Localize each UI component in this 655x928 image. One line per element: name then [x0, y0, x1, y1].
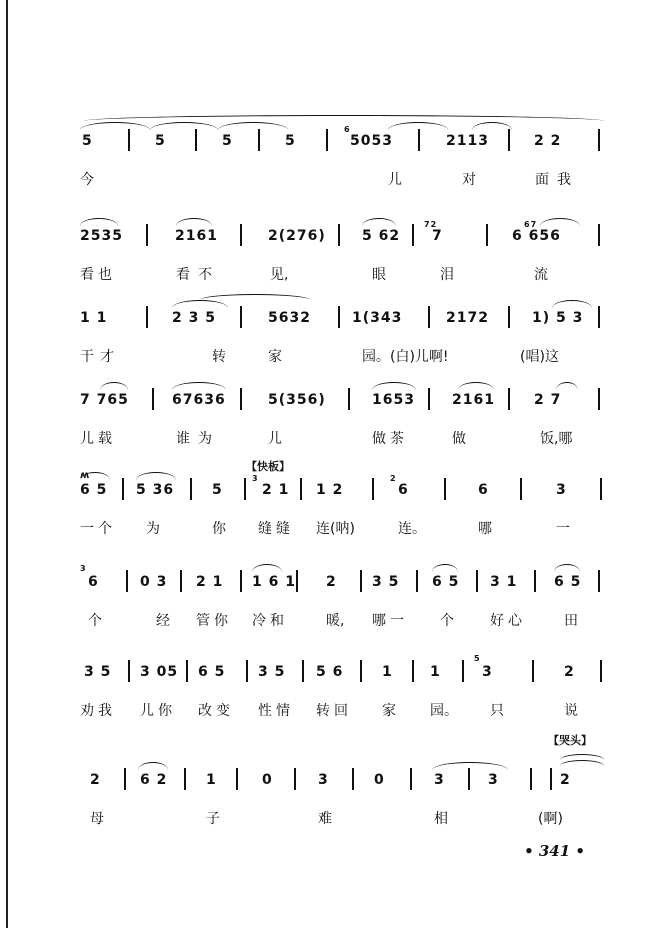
lyric: 为 [146, 521, 160, 537]
lyric: 家 [268, 349, 282, 365]
barline [180, 570, 182, 592]
note: 1 6 1 [252, 574, 296, 590]
note: 1 2 [316, 482, 344, 498]
note: 3 5 [258, 664, 286, 680]
lyric: 眼 [372, 267, 386, 283]
tempo-tag: 【快板】 [246, 460, 290, 473]
barline [128, 660, 130, 682]
note: 5632 [268, 310, 311, 326]
barline [326, 129, 328, 151]
barline [598, 570, 600, 592]
barline [338, 224, 340, 246]
lyric: 缝缝 [258, 521, 294, 537]
barline [372, 478, 374, 500]
barline [418, 129, 420, 151]
lyric: 劝我 [80, 703, 116, 719]
note: 6 2 [140, 772, 168, 788]
note: 3 5 [372, 574, 400, 590]
note: 3 [488, 772, 499, 788]
lyric: 儿 [388, 172, 402, 188]
barline [550, 768, 552, 790]
barline [302, 660, 304, 682]
barline [600, 478, 602, 500]
note: 3 [482, 664, 493, 680]
barline [462, 660, 464, 682]
lyric: 家 [382, 703, 396, 719]
lyric: 看不 [176, 267, 220, 283]
grace-note: 5 [474, 654, 481, 663]
note: 6 5 [554, 574, 582, 590]
grace-note: 67 [524, 220, 538, 229]
barline [428, 388, 430, 410]
note: 6 [398, 482, 409, 498]
barline [348, 388, 350, 410]
lyric: 子 [206, 811, 220, 827]
page-number: • 341 • [524, 842, 585, 860]
lyric: 改变 [198, 703, 234, 719]
lyric: 连。 [398, 521, 426, 537]
lyric: 流 [534, 267, 548, 283]
note: 2 1 [262, 482, 290, 498]
barline [146, 306, 148, 328]
barline [486, 224, 488, 246]
barline [412, 224, 414, 246]
note: 5 [285, 133, 296, 149]
barline [122, 478, 124, 500]
barline [508, 129, 510, 151]
lyric: 今 [80, 172, 94, 188]
lyric: 冷和 [252, 613, 288, 629]
barline [195, 129, 197, 151]
note: 2172 [446, 310, 489, 326]
lyric: 看也 [80, 267, 116, 283]
lyric: 好心 [490, 613, 526, 629]
note: 6 [478, 482, 489, 498]
barline [146, 224, 148, 246]
barline [360, 570, 362, 592]
barline [352, 768, 354, 790]
grace-note: 6 [344, 125, 351, 134]
note: 3 05 [140, 664, 179, 680]
barline [360, 660, 362, 682]
long-slur [84, 115, 604, 121]
lyric: 相 [434, 811, 448, 827]
barline [184, 768, 186, 790]
lyric: 谁为 [176, 431, 220, 447]
barline [428, 306, 430, 328]
note: 3 [318, 772, 329, 788]
lyric: 泪 [440, 267, 454, 283]
note: 5 [212, 482, 223, 498]
barline [476, 570, 478, 592]
lyric: 难 [318, 811, 332, 827]
note: 7 765 [80, 392, 129, 408]
barline [598, 129, 600, 151]
note: 1 [206, 772, 217, 788]
note: 6 656 [512, 228, 561, 244]
note: 2 [326, 574, 337, 590]
lyric: 连(呐) [316, 521, 355, 537]
barline [598, 388, 600, 410]
barline [240, 570, 242, 592]
barline [598, 224, 600, 246]
grace-note: 3 [80, 564, 87, 573]
lyric: 管你 [196, 613, 232, 629]
note: 3 5 [84, 664, 112, 680]
grace-note: ʍ [80, 470, 91, 481]
note: 7 [432, 228, 443, 244]
lyric: 儿你 [140, 703, 176, 719]
note: 1 [430, 664, 441, 680]
barline [152, 388, 154, 410]
lyric: 经 [156, 613, 170, 629]
lyric: 园。(白)儿啊! [362, 349, 449, 365]
barline [600, 660, 602, 682]
lyric: 一个 [80, 521, 116, 537]
barline [300, 478, 302, 500]
barline [444, 478, 446, 500]
lyric: 对 [462, 172, 476, 188]
lyric: 转回 [316, 703, 352, 719]
note: 0 3 [140, 574, 168, 590]
lyric: 儿 [268, 431, 282, 447]
note: 2161 [452, 392, 495, 408]
lyric: 见, [270, 267, 289, 283]
lyric: (唱)这 [520, 349, 559, 365]
note: 6 5 [432, 574, 460, 590]
note: 2 [90, 772, 101, 788]
barline [598, 306, 600, 328]
note: 5 [82, 133, 93, 149]
note: 2113 [446, 133, 489, 149]
note: 5 [222, 133, 233, 149]
lyric: 转 [212, 349, 226, 365]
lyric: 儿载 [80, 431, 116, 447]
note: 5 [155, 133, 166, 149]
lyric: 一 [556, 521, 570, 537]
note: 2 1 [196, 574, 224, 590]
barline [246, 660, 248, 682]
lyric: 做 [452, 431, 466, 447]
barline [412, 660, 414, 682]
note: 3 [556, 482, 567, 498]
slur [200, 294, 310, 300]
note: 1 [382, 664, 393, 680]
barline [186, 660, 188, 682]
note: 6 5 [80, 482, 108, 498]
note: 2 7 [534, 392, 562, 408]
lyric: 只 [490, 703, 504, 719]
note: 1(343 [352, 310, 403, 326]
note: 6 5 [198, 664, 226, 680]
note: 2 [560, 772, 571, 788]
note: 2(276) [268, 228, 326, 244]
lyric: 暖, [326, 613, 345, 629]
barline [416, 570, 418, 592]
lyric: 哪一 [372, 613, 408, 629]
note: 1) 5 3 [532, 310, 584, 326]
note: 1 1 [80, 310, 108, 326]
lyric: 田 [564, 613, 578, 629]
barline [532, 660, 534, 682]
barline [294, 768, 296, 790]
barline [244, 478, 246, 500]
barline [508, 306, 510, 328]
barline [190, 478, 192, 500]
barline [468, 768, 470, 790]
lyric: 面我 [535, 172, 579, 188]
lyric: 说 [564, 703, 578, 719]
barline [338, 306, 340, 328]
note: 2 [564, 664, 575, 680]
note: 3 1 [490, 574, 518, 590]
note: 2 2 [534, 133, 562, 149]
barline [508, 388, 510, 410]
barline [240, 388, 242, 410]
barline [236, 768, 238, 790]
note: 2161 [175, 228, 218, 244]
grace-note: 72 [424, 220, 438, 229]
note: 1653 [372, 392, 415, 408]
crying-tag: 【哭头】 [548, 734, 592, 747]
lyric: (啊) [538, 811, 563, 827]
lyric: 个 [88, 613, 102, 629]
barline [534, 570, 536, 592]
barline [258, 129, 260, 151]
note: 0 [262, 772, 273, 788]
lyric: 哪 [478, 521, 492, 537]
lyric: 饭,哪 [540, 431, 573, 447]
grace-note: 2 [390, 474, 397, 483]
note: 5 36 [136, 482, 175, 498]
lyric: 做茶 [372, 431, 408, 447]
note: 67636 [172, 392, 226, 408]
lyric: 干才 [80, 349, 120, 365]
note: 2 3 5 [172, 310, 216, 326]
barline [128, 129, 130, 151]
lyric: 个 [440, 613, 454, 629]
barline [520, 478, 522, 500]
note: 6 [88, 574, 99, 590]
lyric: 你 [212, 521, 226, 537]
note: 0 [374, 772, 385, 788]
barline [124, 768, 126, 790]
barline [410, 768, 412, 790]
grace-note: 3 [252, 474, 259, 483]
barline [296, 570, 298, 592]
note: 5053 [350, 133, 393, 149]
note: 2535 [80, 228, 123, 244]
note: 5 62 [362, 228, 401, 244]
barline [126, 570, 128, 592]
barline [240, 306, 242, 328]
note: 3 [434, 772, 445, 788]
barline [530, 768, 532, 790]
note: 5(356) [268, 392, 326, 408]
lyric: 园。 [430, 703, 458, 719]
lyric: 性情 [258, 703, 294, 719]
lyric: 母 [90, 811, 104, 827]
barline [240, 224, 242, 246]
note: 5 6 [316, 664, 344, 680]
